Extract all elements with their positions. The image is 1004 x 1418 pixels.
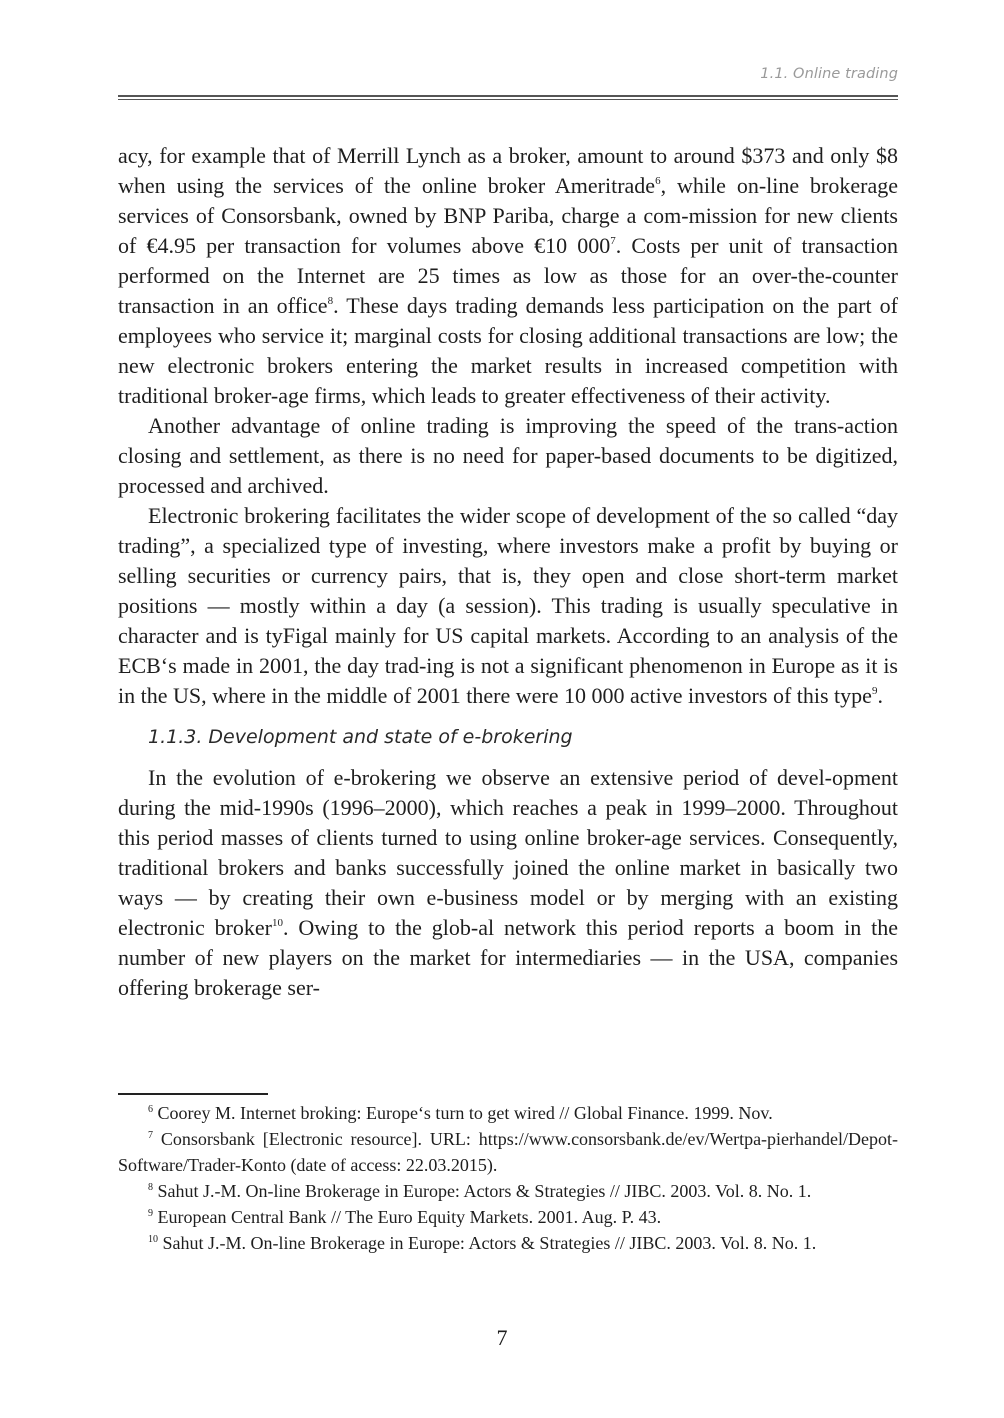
footnote-text: European Central Bank // The Euro Equity Markets. 2001. Aug. P. 43. — [157, 1207, 662, 1227]
paragraph-text: . These days trading demands less participation on the part of employees who service it; marginal costs for closing additional transactions are low; the new electronic brokers entering the market results in increased competition with traditional broker-age firms, which leads to greater effectiveness of their activity. — [118, 293, 898, 408]
paragraph-text: acy, for example that of Merrill Lynch as a broker, amount to around $373 and only $8 when using the services of the online broker Ameritrade — [118, 143, 898, 198]
footnote-rule — [118, 1093, 268, 1095]
footnote-text: Consorsbank [Electronic resource]. URL: https://www.consorsbank.de/ev/Wertpa-pierhandel/Depot-Software/Trader-Konto (date of access: 22.03.2015). — [118, 1129, 898, 1175]
footnote-number: 7 — [148, 1130, 153, 1141]
footnote-6 — [118, 1100, 898, 1126]
footnote-number: 10 — [148, 1234, 158, 1245]
paragraph-text: Electronic brokering facilitates the wider scope of development of the so called “day trading”, a specialized type of investing, where investors make a profit by buying or selling securities or currency pairs, that is, they open and close short-term market positions — mostly within a day (a session). This trading is usually speculative in character and is tyFigal mainly for US capital markets. According to an analysis of the ECB‘s made in 2001, the day trad-ing is not a significant phenomenon in Europe as it is in the US, where in the middle of 2001 there were 10 000 active investors of this type — [118, 503, 898, 708]
header-rule — [118, 95, 898, 97]
paragraph-text: , while on-line brokerage services of Consorsbank, owned by BNP Pariba, charge a com-mission for new clients of €4.95 per transaction for volumes above €10 000 — [118, 173, 899, 258]
running-title: 1.1. Online trading — [760, 66, 898, 82]
section-heading: 1.1.3. Development and state of e-brokering — [148, 726, 573, 748]
paragraph-3 — [118, 501, 898, 711]
paragraph-1 — [118, 141, 898, 411]
footnote-ref-7[interactable]: 7 — [610, 235, 616, 247]
footnote-10 — [118, 1230, 898, 1256]
footnote-ref-6[interactable]: 6 — [655, 175, 661, 187]
footnote-text: Sahut J.-M. On-line Brokerage in Europe: Actors & Strategies // JIBC. 2003. Vol. 8. No. 1. — [162, 1233, 817, 1253]
footnote-ref-8[interactable]: 8 — [327, 295, 334, 307]
paragraph-text: . Owing to the glob-al network this period reports a boom in the number of new players on the market for intermediaries — in the USA, companies offering brokerage ser- — [118, 915, 898, 1000]
page-number: 7 — [496, 1325, 508, 1350]
paragraph-text: In the evolution of e-brokering we observe an extensive period of devel-opment during the mid-1990s (1996–2000), which reaches a peak in 1999–2000. Throughout this period masses of clients turned to using online broker-age services. Consequently, traditional brokers and banks successfully joined the online market in basically two ways — by creating their own e-business model or by merging with an existing electronic broker — [118, 765, 898, 940]
footnote-7 — [118, 1126, 898, 1178]
footnote-number: 9 — [148, 1208, 153, 1219]
paragraph-text: . — [877, 683, 883, 708]
footnote-text: Coorey M. Internet broking: Europe‘s turn to get wired // Global Finance. 1999. Nov. — [157, 1103, 773, 1123]
footnote-ref-9[interactable]: 9 — [871, 685, 878, 697]
footnote-8 — [118, 1178, 898, 1204]
footnotes — [118, 1100, 898, 1256]
footnote-text: Sahut J.-M. On-line Brokerage in Europe: Actors & Strategies // JIBC. 2003. Vol. 8. No. 1. — [157, 1181, 812, 1201]
body-text — [118, 141, 898, 1003]
paragraph-text: . Costs per unit of transaction performed on the Internet are 25 times as low as those for an over-the-counter transaction in an office — [118, 233, 898, 318]
footnote-ref-10[interactable]: 10 — [272, 917, 283, 929]
header-rule-thin — [118, 99, 898, 100]
footnote-9 — [118, 1204, 898, 1230]
footnote-number: 8 — [148, 1182, 153, 1193]
paragraph-4 — [118, 763, 898, 1003]
footnote-number: 6 — [148, 1104, 153, 1115]
paragraph-2: Another advantage of online trading is improving the speed of the trans-action closing and settlement, as there is no need for paper-based documents to be digitized, processed and archived. — [118, 413, 898, 498]
